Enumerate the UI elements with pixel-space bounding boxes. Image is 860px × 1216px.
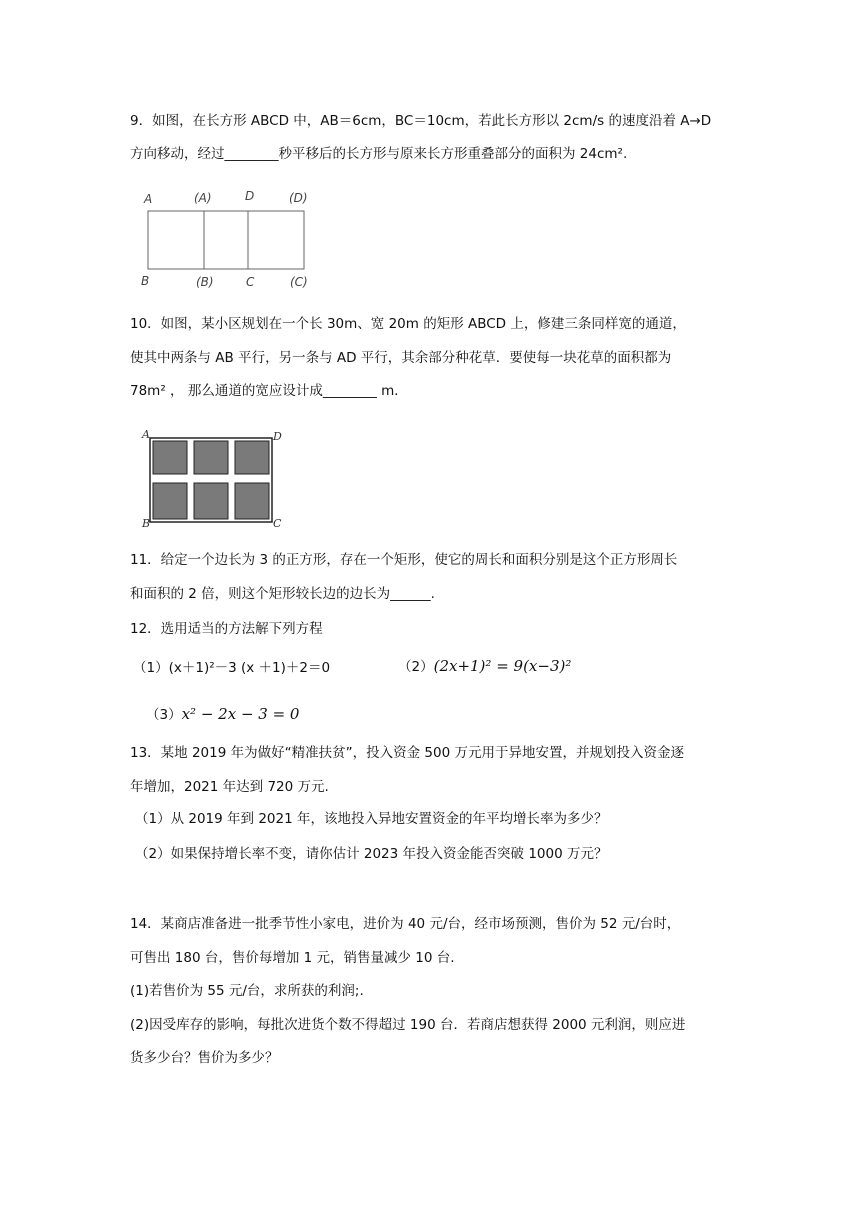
flowerbed: [194, 441, 228, 474]
q12-part-3: [146, 704, 299, 725]
q10-line-3: 78m² ， 那么通道的宽应设计成________ m．: [130, 383, 408, 399]
q14-sub-2-line-1: (2)因受库存的影响，每批次进货个数不得超过 190 台．若商店想获得 2000 元利润，则应进: [130, 1017, 686, 1033]
label-d-moved: (D): [289, 191, 308, 205]
label-c-moved: (C): [290, 275, 308, 289]
flowerbed: [153, 483, 187, 519]
flowerbed: [235, 483, 269, 519]
q12-part-1-label: （1）: [133, 660, 169, 676]
flowerbed: [153, 441, 187, 474]
label-d: D: [273, 430, 282, 443]
label-d: D: [245, 189, 255, 203]
label-c: C: [246, 275, 255, 289]
label-a-moved: (A): [194, 191, 212, 205]
q13-line-1: 13．某地 2019 年为做好“精准扶贫”，投入资金 500 万元用于异地安置，并规划投入资金逐: [130, 745, 684, 761]
q14-sub-1: (1)若售价为 55 元/台，求所获的利润;.: [130, 983, 364, 999]
q12-part-3-label: （3）: [146, 707, 182, 723]
q9-line-2: 方向移动，经过________秒平移后的长方形与原来长方形重叠部分的面积为 24cm².: [130, 146, 628, 162]
q12-equation-3: x² − 2x − 3 = 0: [181, 705, 300, 723]
label-b: B: [142, 517, 151, 530]
translated-rectangle: [204, 211, 304, 269]
q12-part-2-label: （2）: [398, 659, 434, 675]
q13-sub-2: （2）如果保持增长率不变，请你估计 2023 年投入资金能否突破 1000 万元？: [135, 846, 608, 862]
q14-sub-2-line-2: 货多少台？售价为多少？: [130, 1050, 279, 1066]
q11-line-1: 11．给定一个边长为 3 的正方形，存在一个矩形，使它的周长和面积分别是这个正方形周长: [130, 552, 678, 568]
q12-part-2: [398, 656, 571, 677]
q11-line-2: 和面积的 2 倍，则这个矩形较长边的边长为______.: [130, 586, 435, 602]
label-b-moved: (B): [196, 275, 214, 289]
q13-line-2: 年增加，2021 年达到 720 万元.: [130, 779, 329, 795]
q12-title: 12．选用适当的方法解下列方程: [130, 621, 323, 637]
flowerbed: [194, 483, 228, 519]
q14-line-2: 可售出 180 台，售价每增加 1 元，销售量减少 10 台.: [130, 950, 455, 966]
q10-line-1: 10．如图，某小区规划在一个长 30m、宽 20m 的矩形 ABCD 上，修建三条同样宽的通道，: [130, 316, 686, 332]
q12-part-1: [133, 658, 330, 678]
q13-sub-1: （1）从 2019 年到 2021 年，该地投入异地安置资金的年平均增长率为多少？: [135, 811, 608, 827]
q9-line-1: 9．如图，在长方形 ABCD 中，AB＝6cm，BC＝10cm，若此长方形以 2cm/s 的速度沿着 A→D: [130, 113, 712, 129]
label-a: A: [142, 428, 150, 441]
figure-q9-rectangles: [138, 186, 328, 296]
q12-equation-2: (2x+1)² = 9(x−3)²: [433, 657, 572, 675]
original-rectangle: [148, 211, 248, 269]
q12-equation-1: (x＋1)²－3 (x ＋1)＋2＝0: [168, 660, 331, 676]
q10-line-2: 使其中两条与 AB 平行，另一条与 AD 平行，其余部分种花草．要使每一块花草的面积都为: [130, 350, 672, 366]
label-b: B: [141, 274, 150, 288]
label-c: C: [273, 517, 282, 530]
label-a: A: [144, 192, 153, 206]
figure-q10-garden: [140, 428, 290, 532]
figure-q10-svg: [140, 428, 290, 532]
flowerbed: [235, 441, 269, 474]
q14-line-1: 14．某商店准备进一批季节性小家电，进价为 40 元/台，经市场预测，售价为 52 元/台时，: [130, 916, 681, 932]
